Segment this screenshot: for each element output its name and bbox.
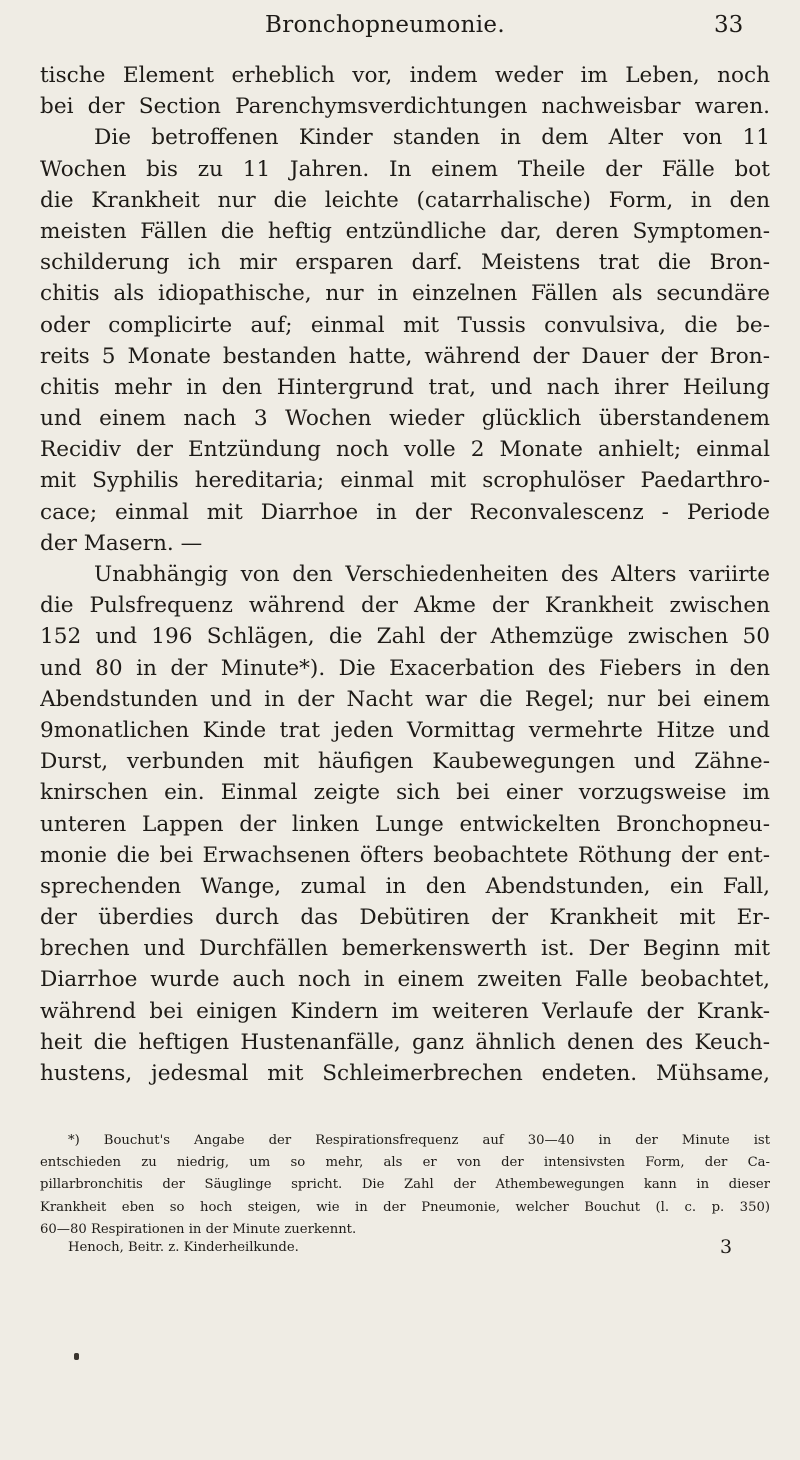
- text-line: Die betroffenen Kinder standen in dem Alter von 11: [94, 125, 770, 151]
- printer-signature: Henoch, Beitr. z. Kinderheilkunde.: [68, 1240, 299, 1255]
- text-line: cace; einmal mit Diarrhoe in der Reconvalescenz - Periode: [40, 499, 770, 525]
- text-line: tische Element erheblich vor, indem weder im Leben, noch: [40, 63, 770, 88]
- text-line: Wochen bis zu 11 Jahren. In einem Theile der Fälle bot: [40, 156, 770, 182]
- text-line: der überdies durch das Debütiren der Krankheit mit Er-: [40, 905, 770, 931]
- body-text: [40, 60, 770, 1089]
- footnote: [40, 1130, 770, 1241]
- text-line: die Pulsfrequenz während der Akme der Krankheit zwischen: [40, 593, 770, 619]
- text-line: reits 5 Monate bestanden hatte, während der Dauer der Bron-: [40, 343, 770, 369]
- text-line: Unabhängig von den Verschiedenheiten des Alters variirte: [94, 562, 770, 587]
- page-number: 33: [714, 12, 744, 38]
- text-line: und einem nach 3 Wochen wieder glücklich überstandenem: [40, 406, 770, 432]
- running-title: Bronchopneumonie.: [265, 12, 505, 38]
- footnote-line: pillarbronchitis der Säuglinge spricht. Die Zahl der Athembewegungen kann in dieser: [40, 1177, 770, 1193]
- footnote-line: *) Bouchut's Angabe der Respirationsfrequenz auf 30—40 in der Minute ist: [68, 1133, 770, 1148]
- text-line: monie die bei Erwachsenen öfters beobachtete Röthung der ent-: [40, 842, 770, 868]
- text-line: Diarrhoe wurde auch noch in einem zweiten Falle beobachtet,: [40, 967, 770, 993]
- text-line: chitis mehr in den Hintergrund trat, und nach ihrer Heilung: [40, 374, 770, 400]
- footnote-line: entschieden zu niedrig, um so mehr, als er von der intensivsten Form, der Ca-: [40, 1155, 770, 1171]
- text-line: während bei einigen Kindern im weiteren Verlaufe der Krank-: [40, 998, 770, 1024]
- text-line: chitis als idiopathische, nur in einzelnen Fällen als secundäre: [40, 281, 770, 307]
- text-line: Recidiv der Entzündung noch volle 2 Monate anhielt; einmal: [40, 437, 770, 463]
- text-line: die Krankheit nur die leichte (catarrhalische) Form, in den: [40, 187, 770, 213]
- text-line: und 80 in der Minute*). Die Exacerbation des Fiebers in den: [40, 655, 770, 681]
- text-line: heit die heftigen Hustenanfälle, ganz ähnlich denen des Keuch-: [40, 1029, 770, 1055]
- footnote-line: Krankheit eben so hoch steigen, wie in der Pneumonie, welcher Bouchut (l. c. p. 350): [40, 1199, 770, 1215]
- text-line: Durst, verbunden mit häufigen Kaubewegungen und Zähne-: [40, 749, 770, 775]
- footnote-line: 60—80 Respirationen in der Minute zuerkennt.: [40, 1221, 357, 1237]
- ink-speck: [74, 1353, 79, 1360]
- text-line: meisten Fällen die heftig entzündliche dar, deren Symptomen-: [40, 218, 770, 244]
- text-line: unteren Lappen der linken Lunge entwickelten Bronchopneu-: [40, 811, 770, 837]
- text-line: mit Syphilis hereditaria; einmal mit scrophulöser Paedarthro-: [40, 468, 770, 494]
- text-line: Abendstunden und in der Nacht war die Regel; nur bei einem: [40, 686, 770, 712]
- text-line: schilderung ich mir ersparen darf. Meistens trat die Bron-: [40, 250, 770, 276]
- text-line: 152 und 196 Schlägen, die Zahl der Athemzüge zwischen 50: [40, 624, 770, 650]
- text-line: der Masern. —: [40, 530, 203, 556]
- text-line: sprechenden Wange, zumal in den Abendstunden, ein Fall,: [40, 873, 770, 899]
- text-line: bei der Section Parenchymsverdichtungen nachweisbar waren.: [40, 94, 770, 120]
- text-line: brechen und Durchfällen bemerkenswerth ist. Der Beginn mit: [40, 936, 770, 962]
- text-line: oder complicirte auf; einmal mit Tussis convulsiva, die be-: [40, 312, 770, 338]
- text-line: 9monatlichen Kinde trat jeden Vormittag vermehrte Hitze und: [40, 717, 770, 743]
- text-line: knirschen ein. Einmal zeigte sich bei einer vorzugsweise im: [40, 780, 770, 806]
- sheet-number: 3: [720, 1236, 733, 1258]
- text-line: hustens, jedesmal mit Schleimerbrechen endeten. Mühsame,: [40, 1061, 770, 1086]
